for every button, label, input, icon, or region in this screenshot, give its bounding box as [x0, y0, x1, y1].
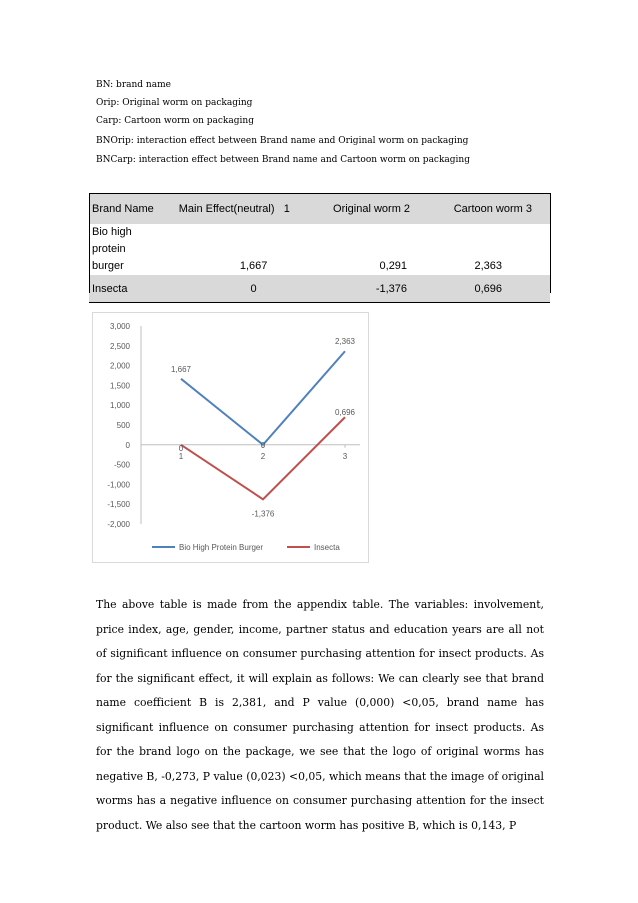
y-tick-label: 1,000: [109, 401, 130, 411]
x-tick-label: 2: [260, 451, 266, 461]
y-tick-label: 3,000: [109, 322, 130, 331]
table-row: [89, 224, 550, 275]
y-tick-label: -1,000: [107, 480, 130, 490]
legend-label: Insecta: [314, 543, 340, 552]
abbr-bncarp: BNCarp: interaction effect between Brand name and Cartoon worm on packaging: [96, 155, 470, 165]
table-left-border: [89, 193, 90, 293]
header-original-worm: Original worm 2: [307, 194, 413, 225]
row2-brand-name: Insecta: [89, 275, 175, 303]
header-main-effect-label: Main Effect(neutral): [178, 203, 275, 215]
y-tick-label: 1,500: [109, 381, 130, 391]
table-right-border: [550, 193, 551, 293]
body-paragraph: The above table is made from the appendix table. The variables: involvement, price index, age, gender, income, partner status and education years are all not of significant influence on consumer purchasing attention for insect products. As for the significant effect, it will explain as follows: We can clearly see that brand name coefficient B is 2,381, and P value (0,000) <0,05, brand name has significant influence on consumer purchasing attention for insect products. As for the brand logo on the package, we see that the logo of original worms has negative B, -0,273, P value (0,023) <0,05, which means that the image of original worms has a negative influence on consumer purchasing attention for the insect product. We also see that the cartoon worm has positive B, which is 0,143, P: [96, 598, 544, 832]
row2-main-effect: 0: [175, 275, 308, 303]
abbr-orip: Orip: Original worm on packaging: [96, 98, 253, 108]
row1-cartoon-worm: 2,363: [413, 224, 550, 275]
abbr-carp: Carp: Cartoon worm on packaging: [96, 116, 254, 126]
chart-border: [93, 313, 369, 563]
row2-original-worm: -1,376: [307, 275, 413, 303]
y-tick-label: -500: [113, 460, 130, 470]
header-brand-name: Brand Name: [89, 194, 175, 225]
x-tick-label: 1: [178, 451, 184, 461]
data-label: 0,696: [334, 408, 356, 418]
legend-label: Bio High Protein Burger: [179, 543, 264, 552]
data-label: -1,376: [251, 509, 275, 519]
y-tick-label: 2,000: [109, 361, 130, 371]
y-tick-label: -1,500: [107, 500, 130, 510]
row1-brand-name: [89, 224, 175, 275]
header-main-effect: [175, 194, 308, 225]
results-table: [89, 193, 550, 303]
header-main-effect-num: 1: [283, 203, 290, 215]
data-label: 0: [178, 443, 184, 453]
row1-name-line: Bio high: [92, 226, 132, 238]
y-tick-label: 0: [125, 440, 130, 450]
data-label: 2,363: [334, 337, 356, 347]
header-cartoon-worm: Cartoon worm 3: [413, 194, 550, 225]
row1-name-line: burger: [92, 260, 124, 272]
line-chart: [92, 312, 369, 563]
y-tick-label: 2,500: [109, 341, 130, 351]
y-tick-label: -2,000: [107, 520, 130, 529]
table-row: [89, 275, 550, 303]
row1-original-worm: 0,291: [307, 224, 413, 275]
abbr-bn: BN: brand name: [96, 80, 171, 90]
x-tick-label: 3: [342, 451, 348, 461]
row1-main-effect: 1,667: [175, 224, 308, 275]
data-label: 1,667: [170, 364, 192, 374]
row2-cartoon-worm: 0,696: [413, 275, 550, 303]
row1-name-line: protein: [92, 243, 126, 255]
table-header-row: [89, 194, 550, 225]
y-tick-label: 500: [116, 421, 130, 430]
data-label: 0: [260, 440, 266, 450]
abbr-bnorip: BNOrip: interaction effect between Brand name and Original worm on packaging: [96, 136, 469, 146]
